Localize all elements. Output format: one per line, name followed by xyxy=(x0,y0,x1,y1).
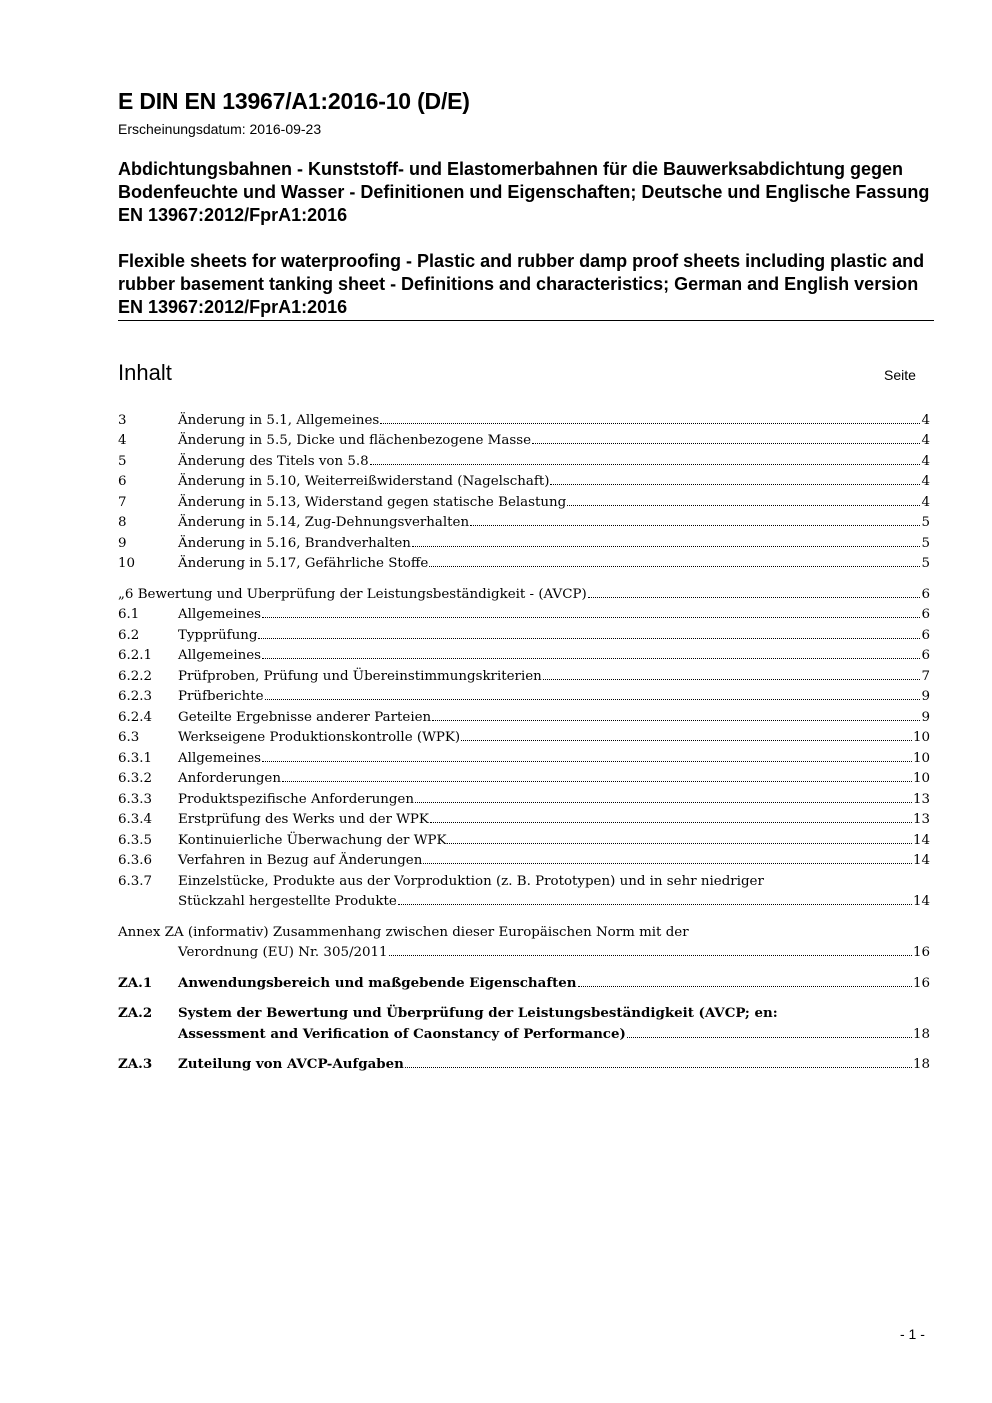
toc-entry-page: 14 xyxy=(912,853,930,868)
toc-entry-page: 4 xyxy=(921,474,930,489)
toc-entry-number: 6.3.3 xyxy=(118,791,153,807)
toc-entry-number: 6.1 xyxy=(118,607,140,622)
dot-leader xyxy=(543,679,921,680)
toc-entry-title: Allgemeines xyxy=(178,607,262,622)
dot-leader xyxy=(258,638,920,639)
toc-entry-za2[interactable] xyxy=(118,1001,930,1042)
dot-leader xyxy=(262,658,920,659)
toc-entry-title: Kontinuierliche Überwachung der WPK xyxy=(178,832,447,848)
toc-entry[interactable] xyxy=(118,407,930,428)
toc-entry-title-line1: System der Bewertung und Überprüfung der Leistungsbeständigkeit (AVCP; en: xyxy=(178,1005,778,1021)
toc-entry-page: 18 xyxy=(912,1057,930,1072)
toc-entry-page: 4 xyxy=(921,453,930,469)
dot-leader xyxy=(265,699,921,700)
dot-leader xyxy=(429,566,920,567)
toc-entry-page: 4 xyxy=(921,494,930,510)
toc-entry[interactable] xyxy=(118,704,930,725)
dot-leader xyxy=(415,802,912,803)
toc-entry-title: Prüfproben, Prüfung und Übereinstimmungskriterien xyxy=(178,668,542,684)
dot-leader xyxy=(567,505,920,506)
toc-entry-title: Allgemeines xyxy=(178,648,262,663)
toc-entry-page: 14 xyxy=(912,832,930,848)
toc-entry-number: 6.3.5 xyxy=(118,832,153,848)
toc-entry-number: 6.2.3 xyxy=(118,689,153,704)
toc-entry-page: 14 xyxy=(912,894,930,909)
toc-entry-za3[interactable] xyxy=(118,1052,930,1073)
toc-entry-page: 4 xyxy=(921,433,930,448)
dot-leader xyxy=(532,443,920,444)
dot-leader xyxy=(405,1067,912,1068)
toc-entry-number: 6 xyxy=(118,474,127,489)
german-title: Abdichtungsbahnen - Kunststoff- und Elastomerbahnen für die Bauwerksabdichtung gegen Bodenfeuchte und Wasser - Definitionen und Eigenschaften; Deutsche und Englische Fassung EN 13967:2012/FprA1:2016 xyxy=(118,159,930,225)
dot-leader xyxy=(282,781,912,782)
dot-leader xyxy=(380,423,920,424)
toc-entry[interactable] xyxy=(118,551,930,572)
dot-leader xyxy=(627,1037,912,1038)
toc-entry-title: Änderung in 5.10, Weiterreißwiderstand (Nagelschaft) xyxy=(178,474,550,489)
toc-entry-page: 6 xyxy=(921,648,930,663)
toc-entry-title: Änderung des Titels von 5.8 xyxy=(178,453,369,469)
dot-leader xyxy=(398,904,912,905)
toc-entry[interactable] xyxy=(118,725,930,746)
toc-entry-title: Prüfberichte xyxy=(178,689,264,704)
toc-entry-page: 10 xyxy=(912,771,930,786)
toc-entry-title: Typprüfung xyxy=(178,627,258,643)
toc-entry-title-line2: Verordnung (EU) Nr. 305/2011 xyxy=(178,945,388,960)
toc-entry-page: 10 xyxy=(912,750,930,766)
toc-entry-number: ZA.2 xyxy=(118,1005,153,1021)
dot-leader xyxy=(461,740,912,741)
toc-entry-number: ZA.3 xyxy=(118,1056,153,1072)
toc-entry-title: Produktspezifische Anforderungen xyxy=(178,791,414,807)
toc-entry-number: 6.3 xyxy=(118,730,140,745)
toc-entry-title: Allgemeines xyxy=(178,750,262,766)
toc-entry[interactable] xyxy=(118,622,930,643)
toc-entry[interactable] xyxy=(118,448,930,469)
toc-entry-number: 6.3.7 xyxy=(118,873,153,889)
toc-entry-title: Erstprüfung des Werks und der WPK xyxy=(178,812,429,827)
toc-entry-number: 6.3.1 xyxy=(118,750,153,766)
toc-entry[interactable] xyxy=(118,663,930,684)
page-number: - 1 - xyxy=(900,1326,925,1342)
toc-entry-title: Werkseigene Produktionskontrolle (WPK) xyxy=(178,730,461,745)
dot-leader xyxy=(389,955,912,956)
dot-leader xyxy=(262,761,912,762)
toc-entry[interactable] xyxy=(118,469,930,490)
toc-entry[interactable] xyxy=(118,684,930,705)
toc-entry-title: Änderung in 5.13, Widerstand gegen statische Belastung xyxy=(178,494,567,510)
toc-entry-page: 5 xyxy=(921,535,930,551)
publication-date: Erscheinungsdatum: 2016-09-23 xyxy=(118,121,322,137)
toc-entry-title-line2: Stückzahl hergestellte Produkte xyxy=(178,894,397,909)
toc-entry-page: 18 xyxy=(912,1026,930,1042)
dot-leader xyxy=(588,597,921,598)
toc-entry-annex-za[interactable] xyxy=(118,919,930,960)
dot-leader xyxy=(470,525,920,526)
toc-entry-number: 7 xyxy=(118,494,127,510)
dot-leader xyxy=(447,843,911,844)
toc-entry-title-line2: Assessment and Verification of Caonstancy of Performance) xyxy=(178,1025,626,1042)
toc-entry-page: 5 xyxy=(921,556,930,571)
toc-entry-number: 3 xyxy=(118,412,127,428)
toc-entry-title: Anwendungsbereich und maßgebende Eigenschaften xyxy=(178,974,577,991)
toc-entry-title: Geteilte Ergebnisse anderer Parteien xyxy=(178,709,432,725)
toc-entry[interactable] xyxy=(118,848,930,869)
toc-entry-title-line1: Einzelstücke, Produkte aus der Vorproduktion (z. B. Prototypen) und in sehr niedriger xyxy=(178,873,764,889)
toc-entry-title: Zuteilung von AVCP-Aufgaben xyxy=(178,1056,404,1072)
toc-entry-title: „6 Bewertung und Überprüfung der Leistungsbeständigkeit - (AVCP) xyxy=(118,586,587,602)
toc-page-column-label: Seite xyxy=(884,367,916,383)
dot-leader xyxy=(262,617,920,618)
toc-entry[interactable] xyxy=(118,745,930,766)
toc-entry-page: 9 xyxy=(921,709,930,725)
toc-entry-page: 7 xyxy=(921,668,930,684)
toc-entry[interactable] xyxy=(118,643,930,664)
toc-entry-title: Änderung in 5.17, Gefährliche Stoffe xyxy=(178,556,429,571)
toc-entry-number: ZA.1 xyxy=(118,974,153,991)
english-title: Flexible sheets for waterproofing - Plastic and rubber damp proof sheets including plastic and rubber basement tanking sheet - Definitions and characteristics; German and English version EN 13967:2012/FprA1:2016 xyxy=(118,251,925,317)
toc-entry-page: 13 xyxy=(912,812,930,827)
toc-entry-number: 6.3.6 xyxy=(118,853,153,868)
toc-entry[interactable] xyxy=(118,428,930,449)
dot-leader xyxy=(423,863,912,864)
toc-entry-title: Verfahren in Bezug auf Änderungen xyxy=(178,853,423,868)
toc-entry-number: 10 xyxy=(118,556,136,571)
toc-entry-page: 6 xyxy=(921,586,930,602)
toc-entry-title: Anforderungen xyxy=(178,771,281,786)
toc-entry-number: 6.3.4 xyxy=(118,812,153,827)
toc-entry[interactable] xyxy=(118,602,930,623)
toc-entry-title: Änderung in 5.5, Dicke und flächenbezogene Masse xyxy=(178,433,531,448)
toc-entry[interactable] xyxy=(118,827,930,848)
toc-entry-number: 8 xyxy=(118,515,127,530)
toc-entry-page: 13 xyxy=(912,791,930,807)
toc-entry-page: 4 xyxy=(921,412,930,428)
toc-entry-section-6[interactable] xyxy=(118,581,930,602)
toc-entry-page: 10 xyxy=(912,730,930,745)
toc-entry-number: 4 xyxy=(118,433,127,448)
toc-entry-page: 16 xyxy=(912,945,930,960)
toc-entry-page: 6 xyxy=(921,607,930,622)
dot-leader xyxy=(550,484,920,485)
toc-entry-number: 6.3.2 xyxy=(118,771,153,786)
toc-entry[interactable] xyxy=(118,807,930,828)
toc-entry[interactable] xyxy=(118,786,930,807)
dot-leader xyxy=(430,822,912,823)
toc-entry-page: 9 xyxy=(921,689,930,704)
toc-entry-page: 5 xyxy=(921,515,930,530)
toc-entry[interactable] xyxy=(118,530,930,551)
dot-leader xyxy=(578,986,912,987)
toc-entry[interactable] xyxy=(118,510,930,531)
document-id: E DIN EN 13967/A1:2016-10 (D/E) xyxy=(118,88,470,114)
toc-entry-page: 6 xyxy=(921,627,930,643)
toc-entry[interactable] xyxy=(118,766,930,787)
toc-entry-title: Änderung in 5.16, Brandverhalten xyxy=(178,535,411,551)
title-divider xyxy=(118,320,934,321)
toc-entry-number: 6.2 xyxy=(118,627,140,643)
toc-entry-page: 16 xyxy=(912,975,930,991)
toc-entry-za1[interactable] xyxy=(118,970,930,991)
toc-entry-number: 6.2.1 xyxy=(118,648,153,663)
toc-entry[interactable] xyxy=(118,489,930,510)
dot-leader xyxy=(432,720,920,721)
toc-entry-title: Änderung in 5.1, Allgemeines xyxy=(178,412,380,428)
toc-entry-number: 6.2.2 xyxy=(118,668,153,684)
toc-entry[interactable] xyxy=(118,868,930,909)
dot-leader xyxy=(370,464,921,465)
toc-entry-number: 5 xyxy=(118,453,127,469)
dot-leader xyxy=(412,546,921,547)
table-of-contents xyxy=(118,407,930,1072)
toc-heading: Inhalt xyxy=(118,360,172,385)
toc-entry-title: Änderung in 5.14, Zug-Dehnungsverhalten xyxy=(178,515,470,530)
toc-entry-title-line1: Annex ZA (informativ) Zusammenhang zwischen dieser Europäischen Norm mit der xyxy=(118,924,689,940)
toc-entry-number: 9 xyxy=(118,535,127,551)
toc-entry-number: 6.2.4 xyxy=(118,709,153,725)
